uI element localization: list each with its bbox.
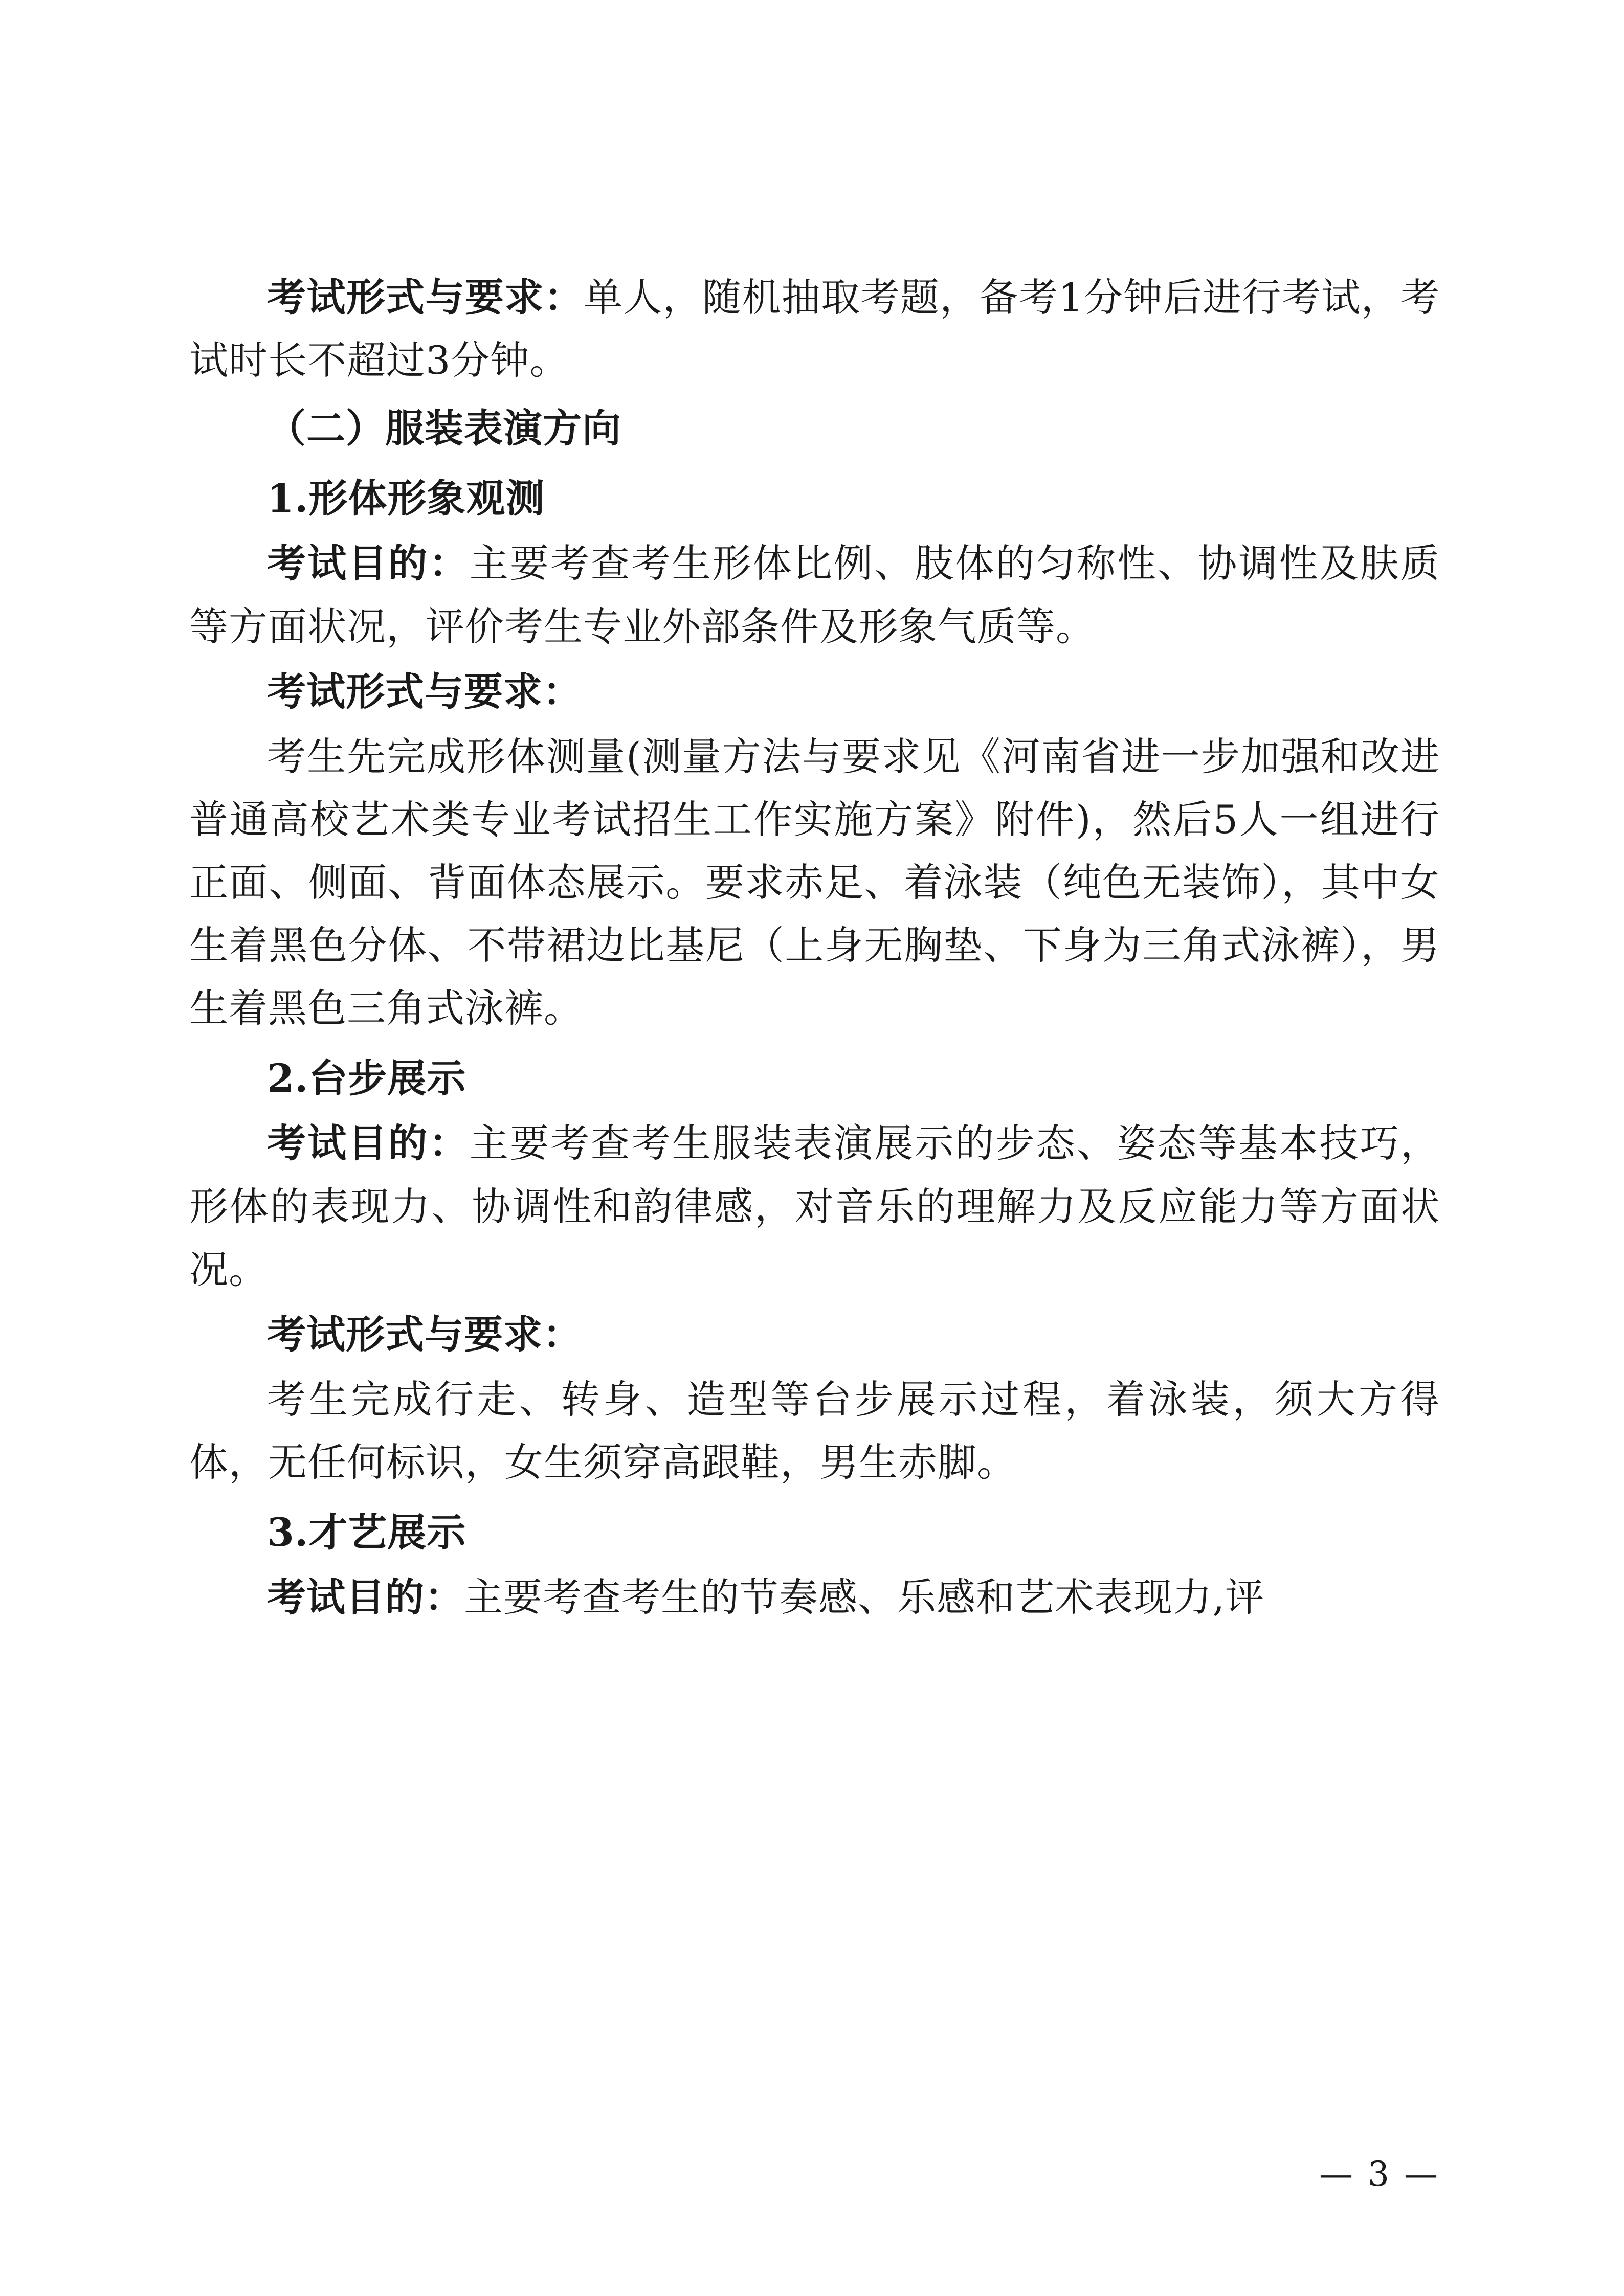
subheading-item-3: 3.才艺展示 — [267, 1510, 466, 1556]
document-body — [189, 266, 1440, 1629]
text-exam-purpose-3: 主要考查考生的节奏感、乐感和艺术表现力,评 — [464, 1574, 1265, 1620]
paragraph-exam-purpose-1 — [189, 532, 1440, 658]
paragraph-exam-form-3-body: 考生完成行走、转身、造型等台步展示过程，着泳装，须大方得体，无任何标识，女生须穿高跟鞋，男生赤脚。 — [189, 1376, 1440, 1485]
label-exam-form-1: 考试形式与要求： — [267, 275, 584, 320]
paragraph-exam-form-2-body: 考生先完成形体测量(测量方法与要求见《河南省进一步加强和改进普通高校艺术类专业考试招生工作实施方案》附件)，然后5人一组进行正面、侧面、背面体态展示。要求赤足、着泳装（纯色无装饰），其中女生着黑色分体、不带裙边比基尼（上身无胸垫、下身为三角式泳裤），男生着黑色三角式泳裤。 — [189, 733, 1440, 1031]
paragraph-exam-form-1 — [189, 266, 1440, 392]
label-exam-purpose-2: 考试目的： — [267, 1120, 470, 1166]
subheading-item-2: 2.台步展示 — [267, 1055, 466, 1101]
label-exam-purpose-3: 考试目的： — [267, 1574, 464, 1620]
text-exam-purpose-2: 主要考查考生服装表演展示的步态、姿态等基本技巧，形体的表现力、协调性和韵律感，对音乐的理解力及反应能力等方面状况。 — [189, 1120, 1440, 1292]
label-exam-form-2: 考试形式与要求： — [267, 668, 582, 714]
paragraph-exam-purpose-2 — [189, 1112, 1440, 1300]
text-exam-form-1: 单人，随机抽取考题，备考1分钟后进行考试，考试时长不超过3分钟。 — [189, 275, 1440, 384]
text-exam-purpose-1: 主要考查考生形体比例、肢体的匀称性、协调性及肤质等方面状况，评价考生专业外部条件及形象气质等。 — [189, 541, 1440, 649]
subheading-item-1: 1.形体形象观测 — [267, 476, 545, 522]
page-number: — 3 — — [1319, 2154, 1440, 2194]
label-exam-purpose-1: 考试目的： — [267, 541, 470, 587]
heading-section-two: （二）服装表演方向 — [267, 406, 621, 452]
paragraph-exam-purpose-3 — [189, 1566, 1440, 1629]
label-exam-form-3: 考试形式与要求： — [267, 1311, 582, 1357]
